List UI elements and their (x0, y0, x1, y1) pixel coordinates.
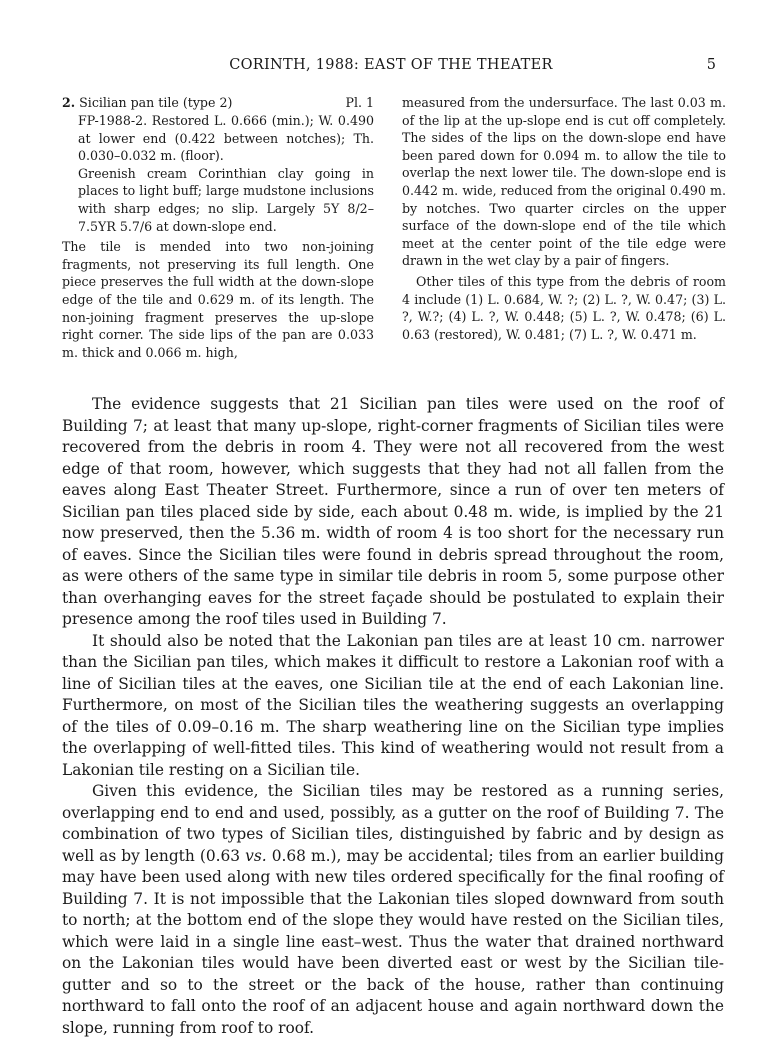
entry-dimensions: FP-1988-2. Restored L. 0.666 (min.); W. 0.490 at lower end (0.422 between notches); Th. 0.030–0.032 m. (floor). (78, 113, 374, 164)
entry-title: Sicilian pan tile (type 2) (79, 95, 233, 110)
catalog-column-right (402, 94, 726, 343)
entry-description-left: The tile is mended into two non-joining fragments, not preserving its full length. One piece preserves the full width at the down-slope edge of the tile and 0.629 m. of its length. The non-joining fragment preserves the up-slope right corner. The side lips of the pan are 0.033 m. thick and 0.066 m. high, (62, 239, 374, 360)
catalog-entry (62, 94, 726, 360)
entry-description-right: measured from the undersurface. The last 0.03 m. of the lip at the up-slope end is cut off completely. The sides of the lips on the down-slope end have been pared down for 0.094 m. to allow the tile to overlap the next lower tile. The down-slope end is 0.442 m. wide, reduced from the original 0.490 m. by notches. Two quarter circles on the upper surface of the down-slope end of the tile which meet at the center point of the tile edge were drawn in the wet clay by a pair of fingers. (402, 95, 726, 269)
body-paragraph-3-part-2: 0.68 m.), may be accidental; tiles from an earlier building may have been used along with new tiles ordered specifically for the final roofing of Building 7. It is not impossible that the Lakonian tiles sloped downward from south to north; at the bottom end of the slope they would have rested on the Sicilian tiles, which were laid in a single line east–west. Thus the water that drained northward on the Lakonian tiles would have been diverted east or west by the Sicilian tile-gutter and so to the street or the back of the house, rather than continuing northward to fall onto the roof of an adjacent house and again northward down the slope, running from roof to roof. (62, 846, 725, 1037)
body-paragraph-2: It should also be noted that the Lakonian pan tiles are at least 10 cm. narrower than the Sicilian pan tiles, which makes it difficult to restore a Lakonian roof with a line of Sicilian tiles at the eaves, one Sicilian tile at the end of each Lakonian line. Furthermore, on most of the Sicilian tiles the weathering suggests an overlapping of the tiles of 0.09–0.16 m. The sharp weathering line on the Sicilian type implies the overlapping of well-fitted tiles. This kind of weathering would not result from a Lakonian tile resting on a Sicilian tile. (62, 631, 724, 779)
entry-details (62, 112, 374, 235)
entry-other-tiles: Other tiles of this type from the debris of room 4 include (1) L. 0.684, W. ?; (2) L. ?, W. 0.47; (3) L. ?, W.?; (4) L. ?, W. 0.448; (5) L. ?, W. 0.478; (6) L. 0.63 (restored), W. 0.481; (7) L. ?, W. 0.471 m. (402, 273, 726, 342)
catalog-column-left (62, 94, 374, 361)
body-paragraph-3-vs: vs. (245, 846, 267, 865)
entry-heading (62, 94, 374, 112)
body-paragraph-3-part-1: Given this evidence, the Sicilian tiles may be restored as a running series, overlapping end to end and used, possibly, as a gutter on the roof of Building 7. The combination of two types of Sicilian tiles, distinguished by fabric and by design as well as by length (0.63 (62, 782, 724, 865)
body-paragraph-1: The evidence suggests that 21 Sicilian pan tiles were used on the roof of Building 7; at least that many up-slope, right-corner fragments of Sicilian tiles were recovered from the debris in room 4. They were not all recovered from the west edge of that room, however, which suggests that they had not all fallen from the eaves along East Theater Street. Furthermore, since a run of over ten meters of Sicilian pan tiles placed side by side, each about 0.48 m. wide, is implied by the 21 now preserved, then the 5.36 m. width of room 4 is too short for the necessary run of eaves. Since the Sicilian tiles were found in debris spread throughout the room, as were others of the same type in similar tile debris in room 5, some purpose other than overhanging eaves for the street façade should be postulated to explain their presence among the roof tiles used in Building 7. (62, 395, 724, 628)
body-paragraph-3 (62, 781, 724, 1039)
entry-fabric: Greenish cream Corinthian clay going in places to light buff; large mudstone inclusions with sharp edges; no slip. Largely 5Y 8/2–7.5YR 5.7/6 at down-slope end. (78, 165, 374, 234)
page-header (0, 57, 782, 77)
running-head: CORINTH, 1988: EAST OF THE THEATER (229, 57, 553, 73)
body-text (62, 394, 724, 1039)
plate-reference: Pl. 1 (345, 95, 374, 110)
page-number: 5 (706, 57, 716, 73)
entry-number: 2. (62, 95, 76, 110)
